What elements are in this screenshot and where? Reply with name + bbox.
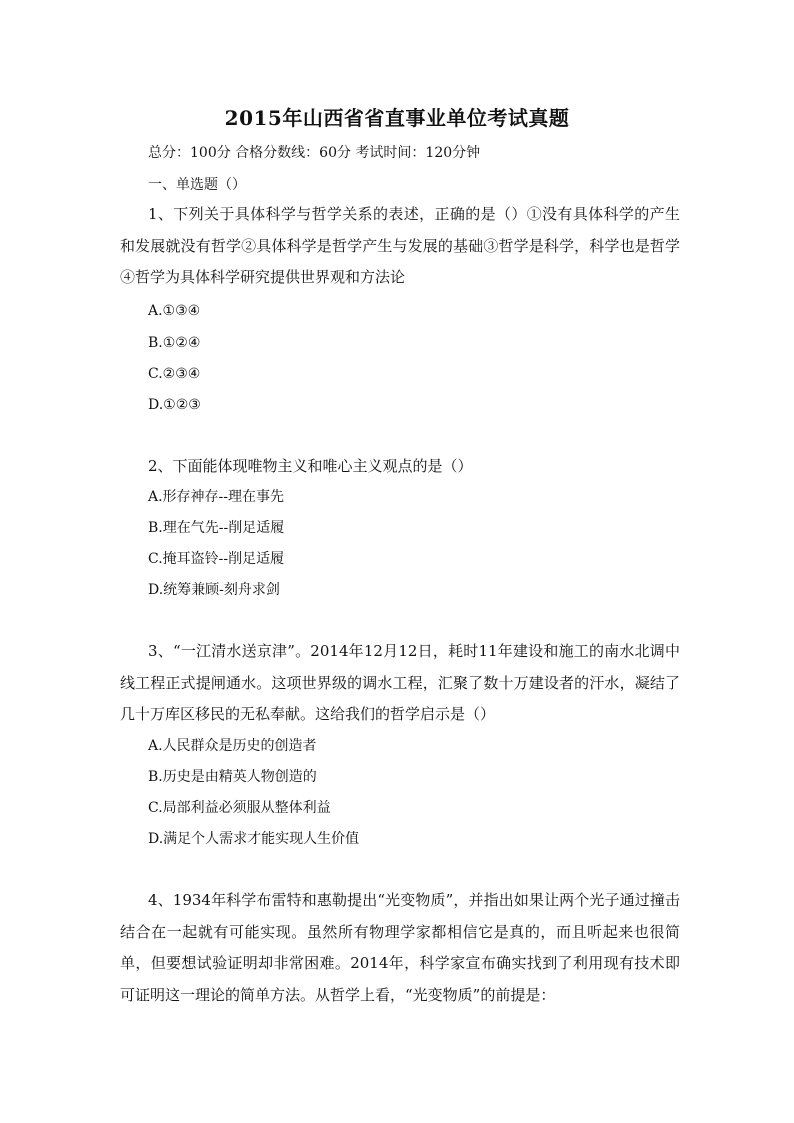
question-1-option-c: C.②③④ [148, 366, 201, 382]
question-1-option-b: B.①②④ [148, 335, 201, 351]
question-2-option-a: A.形存神存--理在事先 [148, 489, 285, 505]
question-3-option-a: A.人民群众是历史的创造者 [148, 738, 317, 754]
question-3-option-c: C.局部利益必须服从整体利益 [148, 800, 331, 816]
question-2-stem: 2、下面能体现唯物主义和唯心主义观点的是（） [148, 457, 473, 475]
question-2-option-d: D.统筹兼顾-刻舟求剑 [148, 582, 280, 598]
section-heading: 一、单选题（） [148, 177, 246, 193]
question-3-stem: 3、“一江清水送京津”。2014年12月12日，耗时11年建设和施工的南水北调中线工程正式提闸通水。这项世界级的调水工程，汇聚了数十万建设者的汗水，凝结了几十万库区移民的无私奉献。这给我们的哲学启示是（） [120, 642, 680, 723]
question-1-option-d: D.①②③ [148, 397, 201, 413]
exam-info: 总分：100分 合格分数线：60分 考试时间：120分钟 [148, 145, 481, 161]
question-1-stem: 1、下列关于具体科学与哲学关系的表述，正确的是（）①没有具体科学的产生和发展就没有哲学②具体科学是哲学产生与发展的基础③哲学是科学，科学也是哲学④哲学为具体科学研究提供世界观和方法论 [120, 205, 680, 286]
question-3-option-b: B.历史是由精英人物创造的 [148, 769, 317, 785]
question-1-option-a: A.①③④ [148, 303, 201, 319]
question-3-option-d: D.满足个人需求才能实现人生价值 [148, 831, 360, 847]
question-4-stem: 4、1934年科学布雷特和惠勒提出“光变物质”，并指出如果让两个光子通过撞击结合在一起就有可能实现。虽然所有物理学家都相信它是真的，而且听起来也很简单，但要想试验证明却非常困难。2014年，科学家宣布确实找到了利用现有技术即可证明这一理论的简单方法。从哲学上看，“光变物质”的前提是： [120, 891, 680, 1004]
document-title: 2015年山西省省直事业单位考试真题 [224, 106, 570, 130]
question-2-option-c: C.掩耳盗铃--削足适履 [148, 551, 285, 567]
question-2-option-b: B.理在气先--削足适履 [148, 520, 285, 536]
